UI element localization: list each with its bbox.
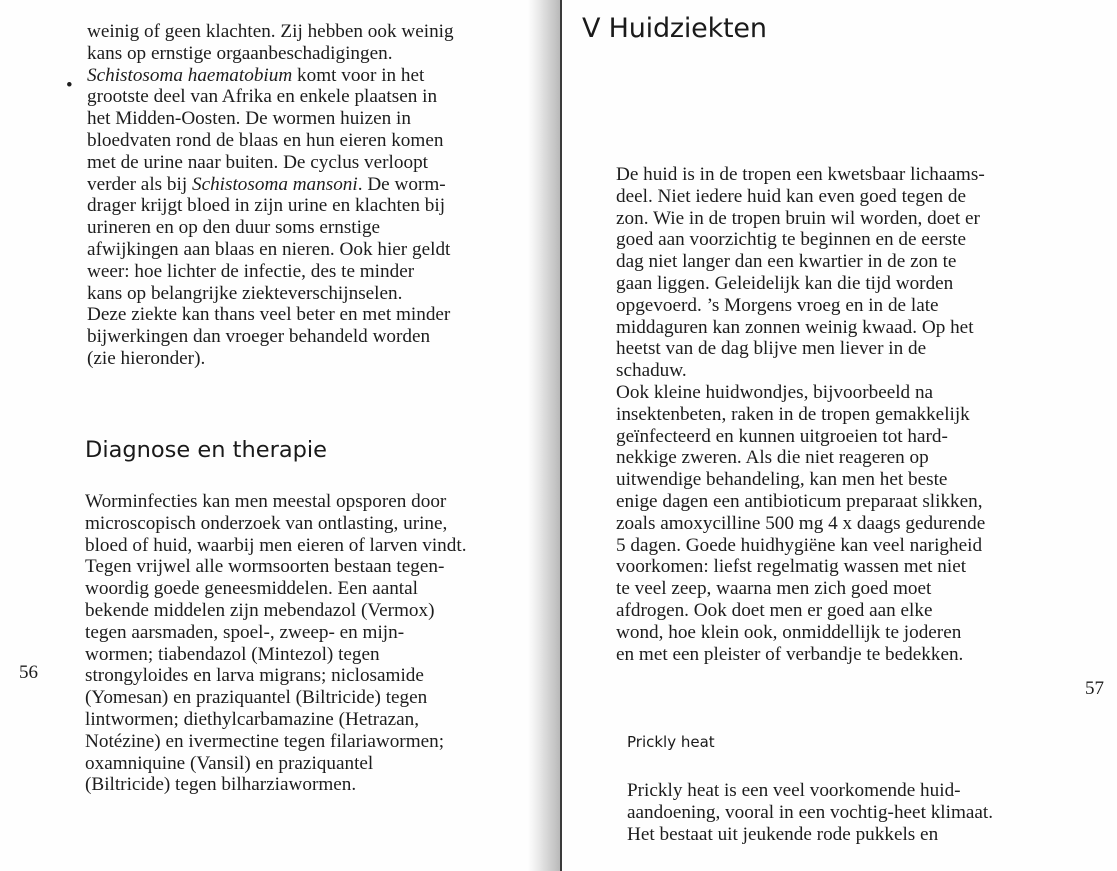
text-line: weinig of geen klachten. Zij hebben ook weinig [87, 21, 454, 42]
book-spine-line [560, 0, 562, 871]
text-line: lintwormen; diethylcarbamazine (Hetrazan, [85, 708, 420, 730]
text-line: dag niet langer dan een kwartier in de zon te [616, 251, 957, 273]
text-line: Ook kleine huidwondjes, bijvoorbeeld na [616, 381, 934, 403]
text-line: tegen aarsmaden, spoel-, zweep- en mijn- [85, 621, 405, 643]
text-line: afdrogen. Ook doet men er goed aan elke [616, 599, 933, 621]
book-gutter-shadow [528, 0, 560, 871]
text-line: woordig goede geneesmiddelen. Een aantal [85, 578, 418, 600]
text-line: kans op belangrijke ziekteverschijnselen. [87, 282, 403, 304]
bullet-first-line [87, 65, 454, 87]
text-line: oxamniquine (Vansil) en praziquantel [85, 752, 374, 774]
text-line: strongyloides en larva migrans; niclosamide [85, 665, 424, 687]
text-line: kans op ernstige orgaanbeschadigingen. [87, 42, 393, 64]
text-line: zon. Wie in de tropen bruin wil worden, doet er [616, 207, 980, 229]
text-line: weer: hoe lichter de infectie, des te minder [87, 260, 415, 282]
text-line: bloedvaten rond de blaas en hun eieren komen [87, 129, 444, 151]
text-fragment: komt voor in het [292, 64, 425, 86]
text-line: heetst van de dag blijve men liever in de [616, 338, 927, 360]
section-heading: Diagnose en therapie [85, 437, 327, 463]
italic-species-name: Schistosoma mansoni [191, 173, 358, 195]
text-line: het Midden-Oosten. De wormen huizen in [87, 108, 411, 130]
subsection-heading: Prickly heat [627, 733, 715, 751]
right-page-intro-text [616, 164, 985, 665]
text-line: afwijkingen aan blaas en nieren. Ook hier geldt [87, 238, 451, 260]
text-line: Tegen vrijwel alle wormsoorten bestaan tegen- [85, 556, 445, 578]
text-line: schaduw. [616, 360, 687, 382]
text-fragment: . De worm- [357, 173, 446, 195]
left-page-section-text [85, 491, 467, 796]
text-line: enige dagen een antibioticum preparaat slikken, [616, 490, 983, 512]
text-line: drager krijgt bloed in zijn urine en klachten bij [87, 195, 446, 217]
text-line: deel. Niet iedere huid kan even goed tegen de [616, 185, 967, 207]
text-line: geïnfecteerd en kunnen uitgroeien tot hard- [616, 425, 948, 447]
italic-species-name: Schistosoma haematobium [87, 64, 293, 86]
page-number-left: 56 [19, 662, 38, 683]
text-line: grootste deel van Afrika en enkele plaatsen in [87, 86, 438, 108]
text-line: opgevoerd. ’s Morgens vroeg en in de late [616, 294, 939, 316]
text-line: De huid is in de tropen een kwetsbaar lichaams- [616, 164, 985, 185]
text-line: te veel zeep, waarna men zich goed moet [616, 578, 932, 600]
text-line: Worminfecties kan men meestal opsporen door [85, 491, 447, 512]
text-line: middaguren kan zonnen weinig kwaad. Op het [616, 316, 974, 338]
text-line: microscopisch onderzoek van ontlasting, urine, [85, 512, 448, 534]
text-line: Deze ziekte kan thans veel beter en met minder [87, 304, 451, 326]
text-fragment: verder als bij [87, 173, 192, 195]
text-line: wond, hoe klein ook, onmiddellijk te joderen [616, 621, 962, 643]
text-line: voorkomen: liefst regelmatig wassen met niet [616, 556, 967, 578]
text-line: en met een pleister of verbandje te bedekken. [616, 643, 964, 665]
text-line: bloed of huid, waarbij men eieren of larven vindt. [85, 534, 467, 556]
text-line-with-italic [87, 174, 454, 196]
text-line: met de urine naar buiten. De cyclus verloopt [87, 151, 428, 173]
text-line: 5 dagen. Goede huidhygiëne kan veel narigheid [616, 534, 983, 556]
text-line: zoals amoxycilline 500 mg 4 x daags gedurende [616, 512, 986, 534]
text-line: urineren en op den duur soms ernstige [87, 217, 381, 239]
text-line: Notézine) en ivermectine tegen filariawormen; [85, 730, 445, 752]
text-line: aandoening, vooral in een vochtig-heet klimaat. [627, 801, 994, 823]
text-line: bekende middelen zijn mebendazol (Vermox) [85, 599, 435, 621]
text-line: bijwerkingen dan vroeger behandeld worden [87, 326, 431, 348]
bullet-icon: • [66, 75, 73, 96]
page-number-right: 57 [1085, 678, 1104, 699]
text-line: (Yomesan) en praziquantel (Biltricide) tegen [85, 687, 428, 709]
text-line: wormen; tiabendazol (Mintezol) tegen [85, 643, 380, 665]
right-page-subsection-text [627, 780, 993, 845]
text-line: nekkige zweren. Als die niet reageren op [616, 447, 929, 469]
text-line: uitwendige behandeling, kan men het beste [616, 469, 948, 491]
text-line: (Biltricide) tegen bilharziawormen. [85, 774, 357, 796]
left-page-top-text [87, 21, 454, 370]
text-line: (zie hieronder). [87, 347, 206, 369]
chapter-heading: V Huidziekten [582, 13, 767, 44]
text-line: insektenbeten, raken in de tropen gemakkelijk [616, 403, 970, 425]
text-line: Prickly heat is een veel voorkomende huid- [627, 780, 961, 801]
text-line: goed aan voorzichtig te beginnen en de eerste [616, 229, 967, 251]
text-line: gaan liggen. Geleidelijk kan die tijd worden [616, 272, 954, 294]
text-line: Het bestaat uit jeukende rode pukkels en [627, 823, 939, 845]
